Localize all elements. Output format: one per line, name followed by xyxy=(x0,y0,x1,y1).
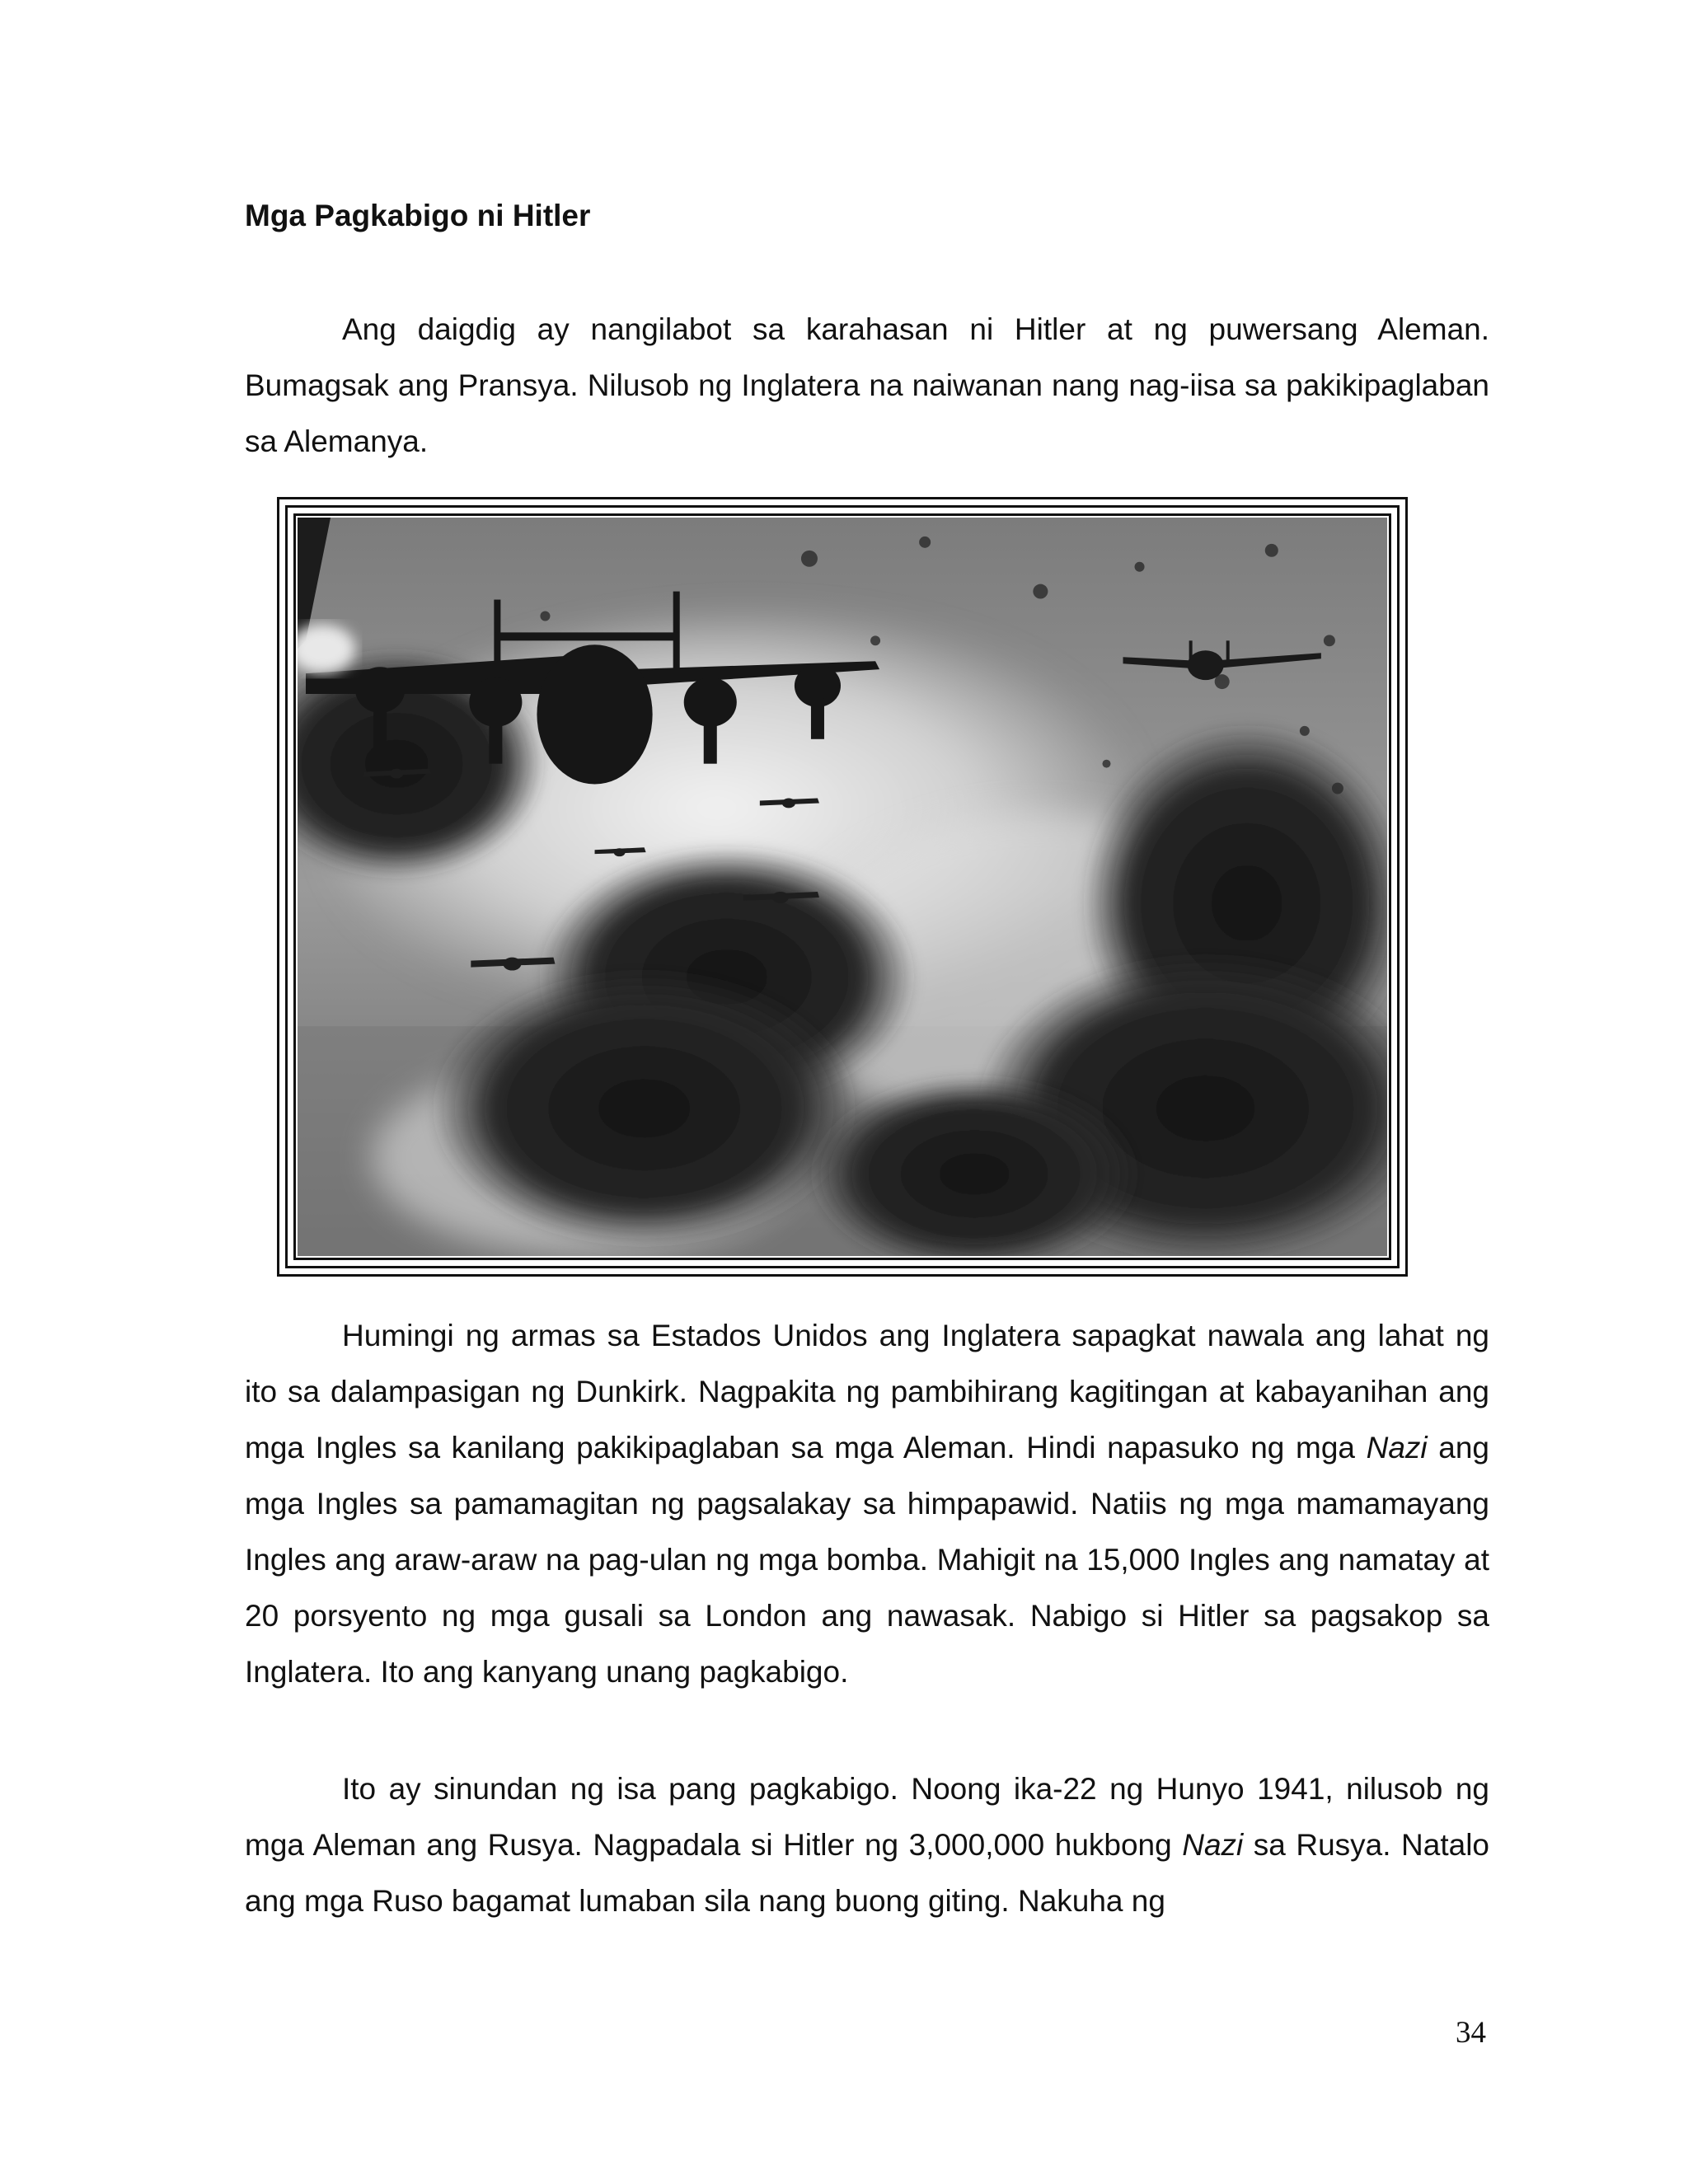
paragraph-1: Ang daigdig ay nangilabot sa karahasan ni Hitler at ng puwersang Aleman. Bumagsak ang Pransya. Nilusob ng Inglatera na naiwanan nang nag-iisa sa pakikipaglaban sa Alemanya. xyxy=(245,312,1489,458)
section-heading: Mga Pagkabigo ni Hitler xyxy=(245,199,591,232)
paragraph-2-part-a: Humingi ng armas sa Estados Unidos ang Inglatera sapagkat nawala ang lahat ng ito sa dalampasigan ng Dunkirk. Nagpakita ng pambihirang kagitingan at kabayanihan ang mga Ingles sa kanilang pakikipaglaban sa mga Aleman. Hindi napasuko ng mga xyxy=(245,1319,1489,1465)
photo-frame xyxy=(277,497,1408,1277)
page-number: 34 xyxy=(1456,2016,1486,2050)
paragraph-3-part-c: sa Rusya. Natalo ang mga Ruso bagamat lumaban sila nang buong giting. Nakuha ng xyxy=(245,1828,1490,1918)
paragraph-2-italic-term: Nazi xyxy=(1366,1431,1428,1465)
paragraph-2-part-c: ang mga Ingles sa pamamagitan ng pagsalakay sa himpapawid. Natiis ng mga mamamayang Ingles ang araw-araw na pag-ulan ng mga bomba. Mahigit na 15,000 Ingles ang namatay at 20 porsyento ng mga gusali sa London ang nawasak. Nabigo si Hitler sa pagsakop sa Inglatera. Ito ang kanyang unang pagkabigo. xyxy=(245,1431,1489,1689)
paragraph-3-part-a: Ito ay sinundan ng isa pang pagkabigo. Noong ika-22 ng Hunyo 1941, nilusob ng mga Aleman ang Rusya. Nagpadala si Hitler ng 3,000,000 hukbong xyxy=(245,1772,1489,1862)
bomber-photo-illustration xyxy=(298,518,1387,1256)
paragraph-3-italic-term: Nazi xyxy=(1182,1828,1244,1862)
paragraph-3 xyxy=(245,1761,1489,1929)
paragraph-2 xyxy=(245,1308,1489,1700)
bomber-photo xyxy=(298,518,1387,1256)
